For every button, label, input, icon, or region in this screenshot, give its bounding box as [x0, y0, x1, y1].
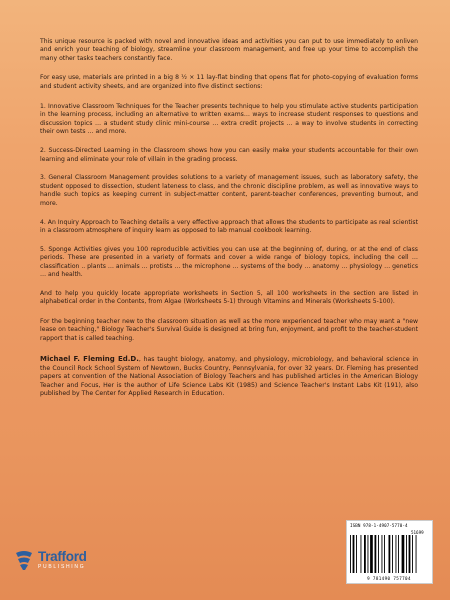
barcode-stripe — [370, 535, 373, 573]
barcode-bars — [350, 535, 428, 573]
author-name: Michael F. Fleming Ed.D. — [40, 355, 139, 364]
barcode-stripe — [389, 535, 391, 573]
barcode-stripe — [406, 535, 407, 573]
barcode-stripe — [402, 535, 405, 573]
trafford-logo-icon — [14, 549, 34, 571]
section-3-paragraph: 3. General Classroom Management provides solutions to a variety of management issues, such as laboratory safety, the student opposed to dissection, student lateness to class, and the chronic discipline problem, as well as innovative ways to handle such topics as keeping current in subject-matter content, parent-teacher conferences, preventing burnout, and more. — [40, 174, 418, 207]
publisher-name: Trafford — [38, 549, 87, 564]
barcode-stripe — [368, 535, 369, 573]
barcode-stripe — [361, 535, 362, 573]
barcode-stripe — [356, 535, 357, 573]
isbn-text: ISBN 978-1-4907-5770-4 — [350, 523, 408, 528]
barcode-stripe — [364, 535, 366, 573]
section-1-paragraph: 1. Innovative Classroom Techniques for the Teacher presents technique to help you stimulate active students participation in the learning process, including an alternative to written exams… ways to increase student responses to questions and discussion topics … a student study clinic mini-course … extra credit projects … a way to involve students in correcting their own tests … and more. — [40, 103, 418, 136]
barcode — [346, 520, 433, 584]
barcode-stripe — [392, 535, 393, 573]
author-bio — [40, 355, 418, 399]
barcode-stripe — [412, 535, 413, 573]
barcode-stripe — [409, 535, 411, 573]
barcode-stripe — [398, 535, 399, 573]
barcode-number: 9 781490 757704 — [367, 576, 411, 581]
help-paragraph: And to help you quickly locate appropriate worksheets in Section 5, all 100 worksheets in the section are listed in alphabetical order in the Contents, from Algae (Worksheets 5-1) through Vitamins and Minerals (Worksheets 5-100). — [40, 290, 418, 306]
barcode-stripe — [396, 535, 397, 573]
author-bio-text: , has taught biology, anatomy, and physiology, microbiology, and behavioral science in the Council Rock School System of Newtown, Bucks Country, Pennsylvania, for over 32 years. Dr. Fleming has presented papers at convention of the National Association of Biology Teachers and has published articles in the American Biology Teacher and Focus, Her is the author of Life Science Labs Kit (1985) and Science Teacher's Instant Labs Kit (191), also published by The Center for Applied Research in Education. — [40, 356, 418, 398]
barcode-stripe — [375, 535, 377, 573]
price-code: 51699 — [411, 530, 424, 535]
barcode-stripe — [384, 535, 385, 573]
closing-paragraph: For the beginning teacher new to the classroom situation as well as the more wxperienced teacher who may want a "new lease on teaching," Biology Teacher's Survival Guide is designed at bring fun, enjoyment, and profit to the teacher-student rapport that is called teaching. — [40, 317, 418, 342]
barcode-stripe — [416, 535, 417, 573]
barcode-stripe — [382, 535, 383, 573]
back-cover-text — [40, 38, 418, 405]
format-paragraph: For easy use, materials are printed in a big 8 ½ × 11 lay-flat binding that opens flat for photo-copying of evaluation forms and student activity sheets, and are organized into five distinct sections: — [40, 74, 418, 90]
barcode-stripe — [350, 535, 351, 573]
section-4-paragraph: 4. An Inquiry Approach to Teaching details a very effective approach that allows the students to participate as real scientist in a classroom atmosphere of inquiry learn as opposed to lab manual cookbook learning. — [40, 218, 418, 234]
section-5-paragraph: 5. Sponge Activities gives you 100 reproducible activities you can use at the beginning of, during, or at the end of class periods. These are presented in a variety of formats and cover a wide range of biology topics, including the cell … classification .. plants … animals … protists … the microphone … systems of the body … anatomy … physiology … genetics … and health. — [40, 245, 418, 279]
intro-paragraph: This unique resource is packed with novel and innovative ideas and activities you can put to use immediately to enliven and enrich your teaching of biology, streamline your classroom management, and free up your time to accomplish the many other tasks teachers constantly face. — [40, 38, 418, 62]
barcode-stripe — [378, 535, 379, 573]
publisher-logo — [14, 549, 87, 571]
section-2-paragraph: 2. Success-Directed Learning in the Classroom shows how you can easily make your students accountable for their own learning and eliminate your role of villain in the grading process. — [40, 147, 418, 163]
publisher-subtitle: PUBLISHING — [38, 564, 86, 570]
barcode-stripe — [353, 535, 355, 573]
